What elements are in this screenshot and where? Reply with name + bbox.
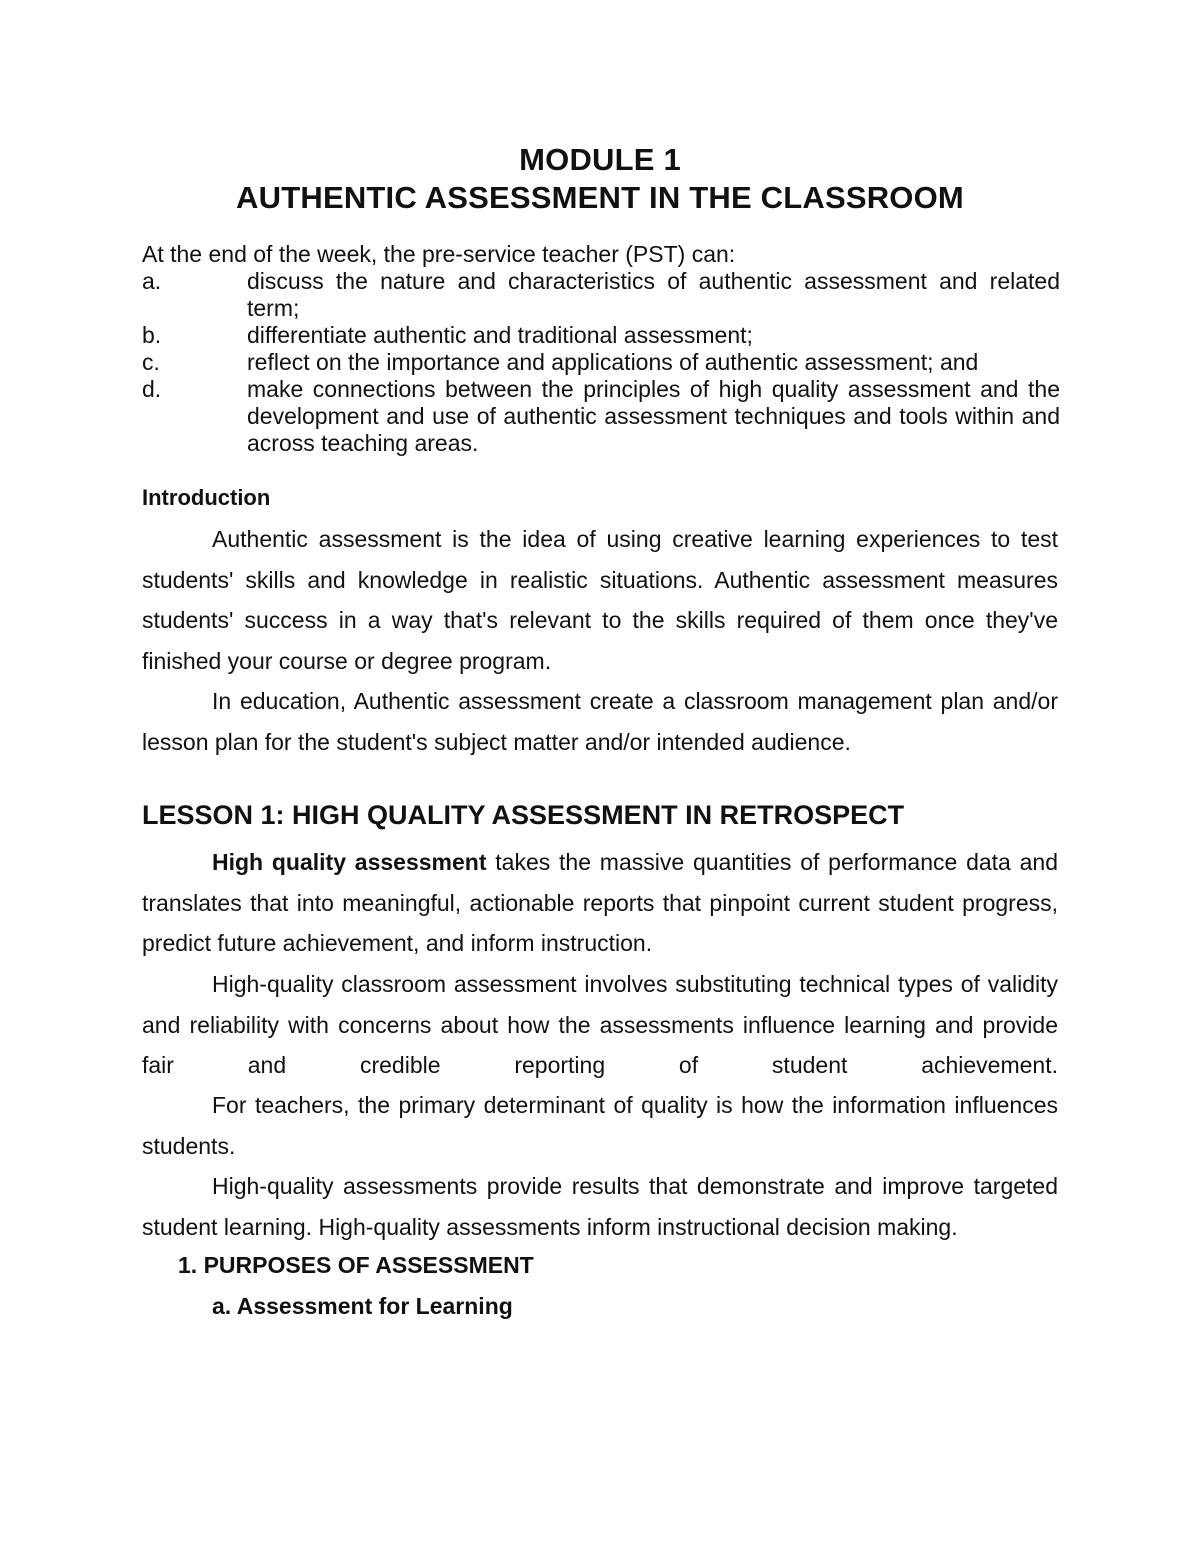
objective-item [142, 376, 1060, 457]
lesson-heading: LESSON 1: HIGH QUALITY ASSESSMENT IN RETROSPECT [142, 800, 905, 830]
lesson-paragraph-1-bold: High quality assessment [212, 849, 487, 875]
assessment-for-learning-heading: a. Assessment for Learning [212, 1293, 513, 1319]
lesson-paragraph-2 [142, 964, 1058, 1086]
objective-text: make connections between the principles of high quality assessment and the development and use of authentic assessment techniques and tools within and across teaching areas. [247, 376, 1060, 456]
module-title: MODULE 1 [519, 142, 681, 177]
objective-item [142, 268, 1060, 322]
purposes-heading: 1. PURPOSES OF ASSESSMENT [178, 1252, 534, 1278]
objectives-list [142, 268, 1060, 457]
objective-text: reflect on the importance and applications of authentic assessment; and [247, 349, 979, 375]
objective-text: discuss the nature and characteristics of authentic assessment and related term; [247, 268, 1060, 321]
lesson-paragraph-3-text: For teachers, the primary determinant of quality is how the information influences students. [142, 1092, 1058, 1159]
objective-text: differentiate authentic and traditional assessment; [247, 322, 753, 348]
lesson-paragraph-2-text: High-quality classroom assessment involves substituting technical types of validity and reliability with concerns about how the assessments influence learning and provide fair and credible reporting of student achievement. [142, 971, 1058, 1078]
lesson-paragraph-4 [142, 1166, 1058, 1247]
lesson-paragraph-3 [142, 1085, 1058, 1166]
objective-marker: c. [142, 349, 160, 375]
introduction-paragraph-2 [142, 681, 1058, 762]
lesson-paragraph-1-text: takes the massive quantities of performance data and translates that into meaningful, actionable reports that pinpoint current student progress, predict future achievement, and inform instruction. [142, 849, 1058, 956]
objective-marker: d. [142, 376, 162, 402]
objective-marker: b. [142, 322, 162, 348]
objective-marker: a. [142, 268, 162, 294]
objective-item [142, 322, 1060, 349]
introduction-paragraph-2-text: In education, Authentic assessment create a classroom management plan and/or lesson plan for the student's subject matter and/or intended audience. [142, 688, 1058, 755]
introduction-paragraph-1-text: Authentic assessment is the idea of using creative learning experiences to test students' skills and knowledge in realistic situations. Authentic assessment measures students' success in a way that's relevant to the skills required of them once they've finished your course or degree program. [142, 526, 1058, 674]
introduction-heading: Introduction [142, 485, 271, 510]
objective-item [142, 349, 1060, 376]
introduction-paragraph-1 [142, 519, 1058, 681]
lesson-paragraph-4-text: High-quality assessments provide results that demonstrate and improve targeted student learning. High-quality assessments inform instructional decision making. [142, 1173, 1058, 1240]
objectives-intro: At the end of the week, the pre-service teacher (PST) can: [142, 241, 736, 267]
module-subtitle: AUTHENTIC ASSESSMENT IN THE CLASSROOM [236, 180, 964, 215]
lesson-paragraph-1 [142, 842, 1058, 964]
